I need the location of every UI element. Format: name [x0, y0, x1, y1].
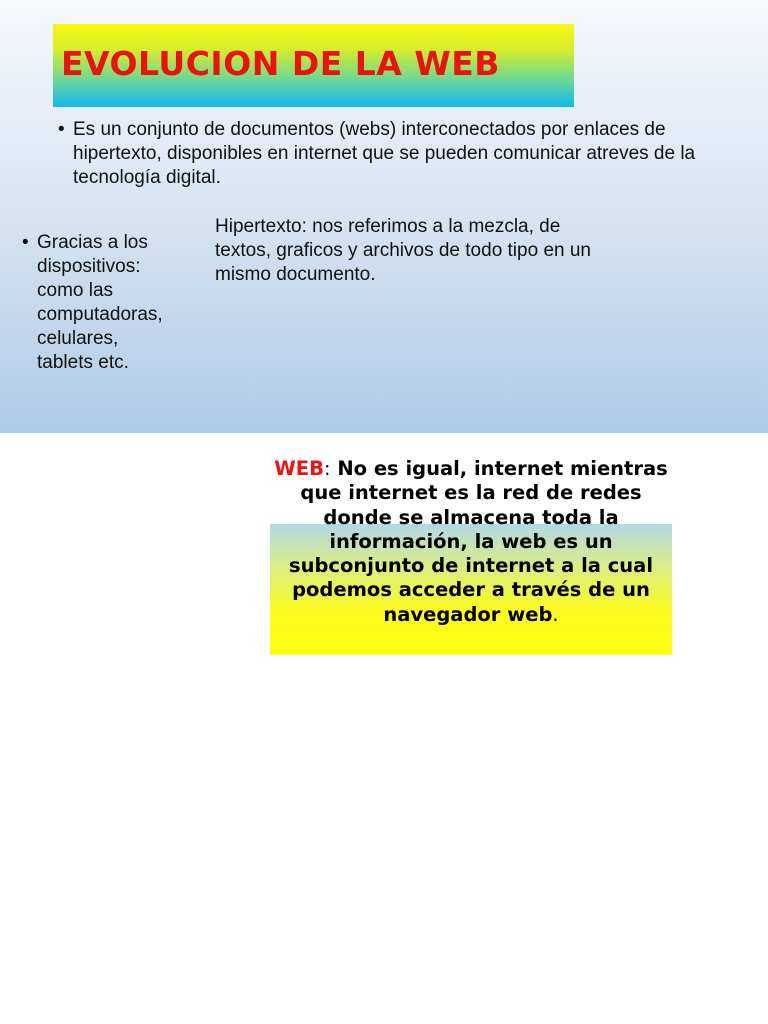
- bullet-definition: [58, 118, 718, 190]
- bullet-marker: •: [22, 232, 29, 253]
- bullet-definition-text: Es un conjunto de documentos (webs) interconectados por enlaces de hipertexto, disponibles en internet que se pueden comunicar atreves de la tecnología digital.: [73, 119, 696, 188]
- slide: [0, 0, 768, 433]
- web-colon: :: [323, 457, 331, 480]
- web-note-text: No es igual, internet mientras que internet es la red de redes donde se almacena toda la información, la web es un subconjunto de internet a la cual podemos acceder a través de un navegador web: [288, 457, 668, 626]
- web-keyword: WEB: [274, 457, 324, 480]
- title-banner: [53, 24, 574, 107]
- web-note-period: .: [552, 602, 559, 626]
- hypertext-definition: Hipertexto: nos referimos a la mezcla, de textos, graficos y archivos de todo tipo en un mismo documento.: [215, 216, 591, 285]
- bullet-devices-text: Gracias a los dispositivos: como las computadoras, celulares, tablets etc.: [37, 232, 163, 373]
- bullet-devices: [22, 231, 167, 375]
- web-note: [270, 457, 672, 627]
- slide-title: EVOLUCION DE LA WEB: [61, 44, 500, 83]
- bullet-marker: •: [58, 119, 65, 140]
